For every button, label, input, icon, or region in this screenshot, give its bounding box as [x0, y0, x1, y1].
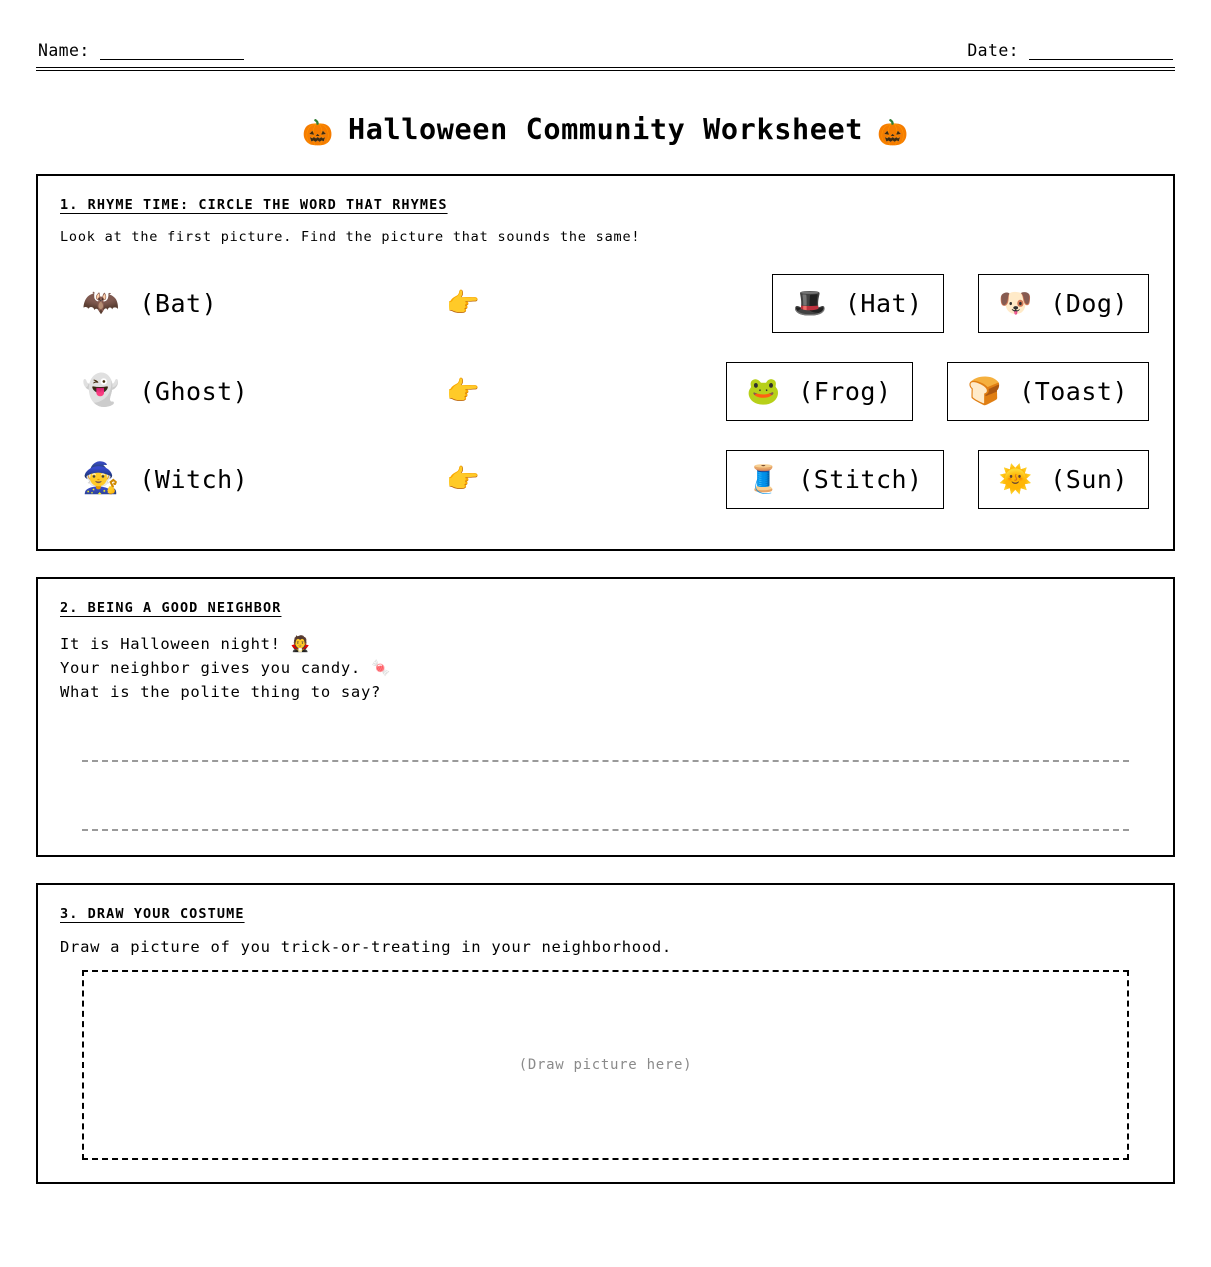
rhyme-prompt-label: (Ghost) [139, 376, 249, 406]
bread-icon: 🍞 [967, 375, 1002, 407]
rhyme-option-label: (Toast) [1019, 376, 1128, 406]
rhyme-options [506, 274, 1151, 333]
rhyme-option-label: (Hat) [844, 288, 923, 318]
rhyme-prompt-label: (Bat) [139, 288, 218, 318]
rhyme-prompt [60, 373, 420, 408]
pointing-right-icon: 👉 [446, 287, 480, 319]
witch-icon: 🧙 [82, 461, 120, 496]
rhyme-row [60, 259, 1151, 347]
rhyme-row [60, 347, 1151, 435]
rhyme-option-sun[interactable] [978, 450, 1149, 509]
answer-line[interactable] [82, 760, 1129, 762]
drawing-area[interactable] [82, 970, 1129, 1160]
section-rhyme-instructions: Look at the first picture. Find the picture that sounds the same! [60, 229, 641, 245]
rhyme-rows [60, 259, 1151, 523]
drawing-area-hint: (Draw picture here) [518, 1057, 693, 1074]
top-hat-icon: 🎩 [793, 287, 827, 319]
date-label: Date: [967, 41, 1019, 60]
rhyme-options [506, 450, 1151, 509]
rhyme-prompt [60, 461, 420, 496]
ghost-icon: 👻 [82, 373, 120, 408]
section-rhyme-time [36, 174, 1175, 551]
name-label: Name: [38, 41, 90, 60]
sun-with-face-icon: 🌞 [998, 463, 1033, 495]
section-draw-costume [36, 883, 1175, 1184]
rhyme-row [60, 435, 1151, 523]
name-blank-line[interactable] [100, 45, 244, 60]
rhyme-option-label: (Frog) [798, 376, 892, 406]
date-blank-line[interactable] [1029, 45, 1173, 60]
answer-line[interactable] [82, 829, 1129, 831]
dog-face-icon: 🐶 [998, 287, 1033, 319]
section-good-neighbor [36, 577, 1175, 857]
rhyme-option-frog[interactable] [726, 362, 913, 421]
section-draw-title: 3. DRAW YOUR COSTUME [60, 906, 245, 923]
rhyme-option-hat[interactable] [772, 274, 943, 333]
rhyme-prompt-label: (Witch) [139, 464, 249, 494]
pointing-right-icon: 👉 [446, 463, 480, 495]
rhyme-option-label: (Sun) [1050, 464, 1128, 494]
thread-spool-icon: 🧵 [746, 463, 781, 495]
draw-instructions: Draw a picture of you trick-or-treating in your neighborhood. [60, 938, 672, 957]
frog-icon: 🐸 [746, 375, 781, 407]
rhyme-prompt [60, 285, 420, 320]
pointing-right-icon: 👉 [446, 375, 480, 407]
rhyme-options [506, 362, 1151, 421]
rhyme-option-label: (Stitch) [798, 464, 923, 494]
scenario-line: Your neighbor gives you candy. 🍬 [60, 659, 391, 678]
rhyme-option-label: (Dog) [1050, 288, 1128, 318]
scenario-text [60, 632, 1151, 704]
name-date-row [36, 30, 1175, 60]
section-rhyme-title: 1. RHYME TIME: CIRCLE THE WORD THAT RHYMES [60, 197, 448, 213]
name-field-group [38, 41, 244, 60]
rhyme-option-stitch[interactable] [726, 450, 944, 509]
rhyme-option-dog[interactable] [978, 274, 1149, 333]
scenario-line: What is the polite thing to say? [60, 683, 382, 702]
jack-o-lantern-icon: 🎃 [302, 118, 334, 147]
jack-o-lantern-icon: 🎃 [877, 118, 909, 147]
date-field-group [967, 41, 1173, 60]
section-neighbor-title: 2. BEING A GOOD NEIGHBOR [60, 600, 282, 616]
page-title [36, 113, 1175, 148]
bat-icon: 🦇 [82, 285, 120, 320]
header-divider [36, 67, 1175, 71]
answer-lines [60, 760, 1151, 831]
rhyme-option-toast[interactable] [947, 362, 1149, 421]
scenario-line: It is Halloween night! 🧛 [60, 635, 311, 653]
page-title-text: Halloween Community Worksheet [348, 113, 863, 146]
